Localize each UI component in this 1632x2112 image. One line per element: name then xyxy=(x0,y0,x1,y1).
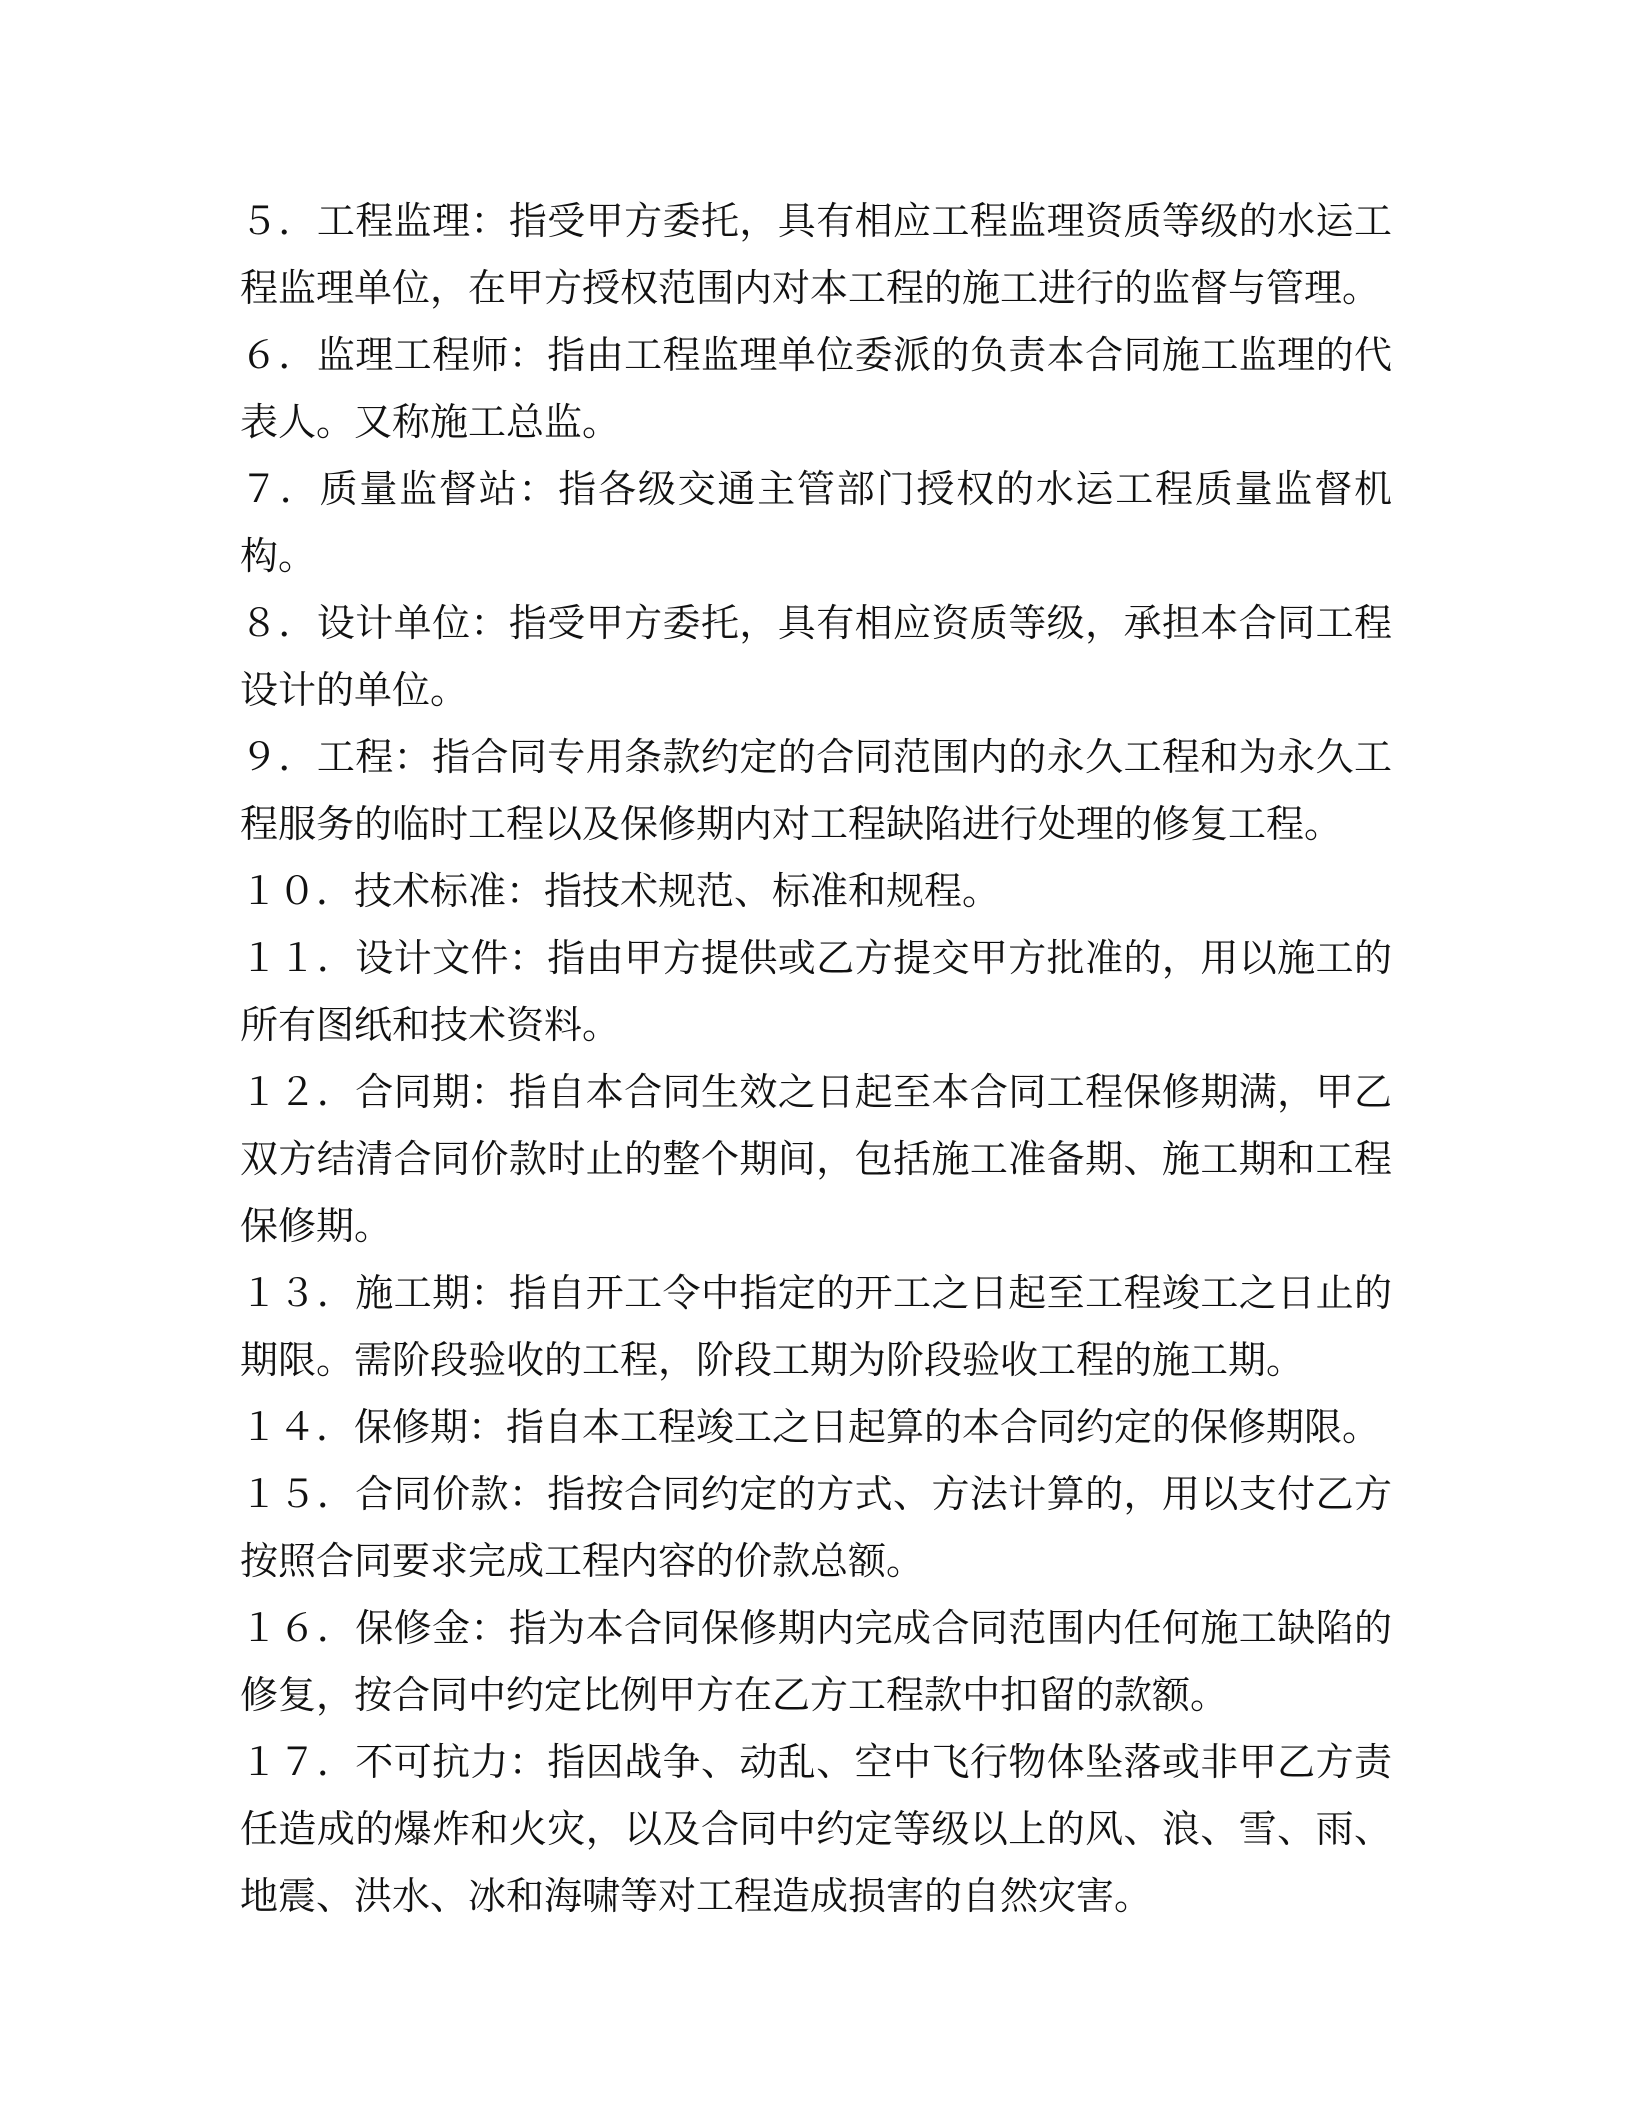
clause-5: ５．工程监理：指受甲方委托，具有相应工程监理资质等级的水运工程监理单位，在甲方授权范围内对本工程的施工进行的监督与管理。 xyxy=(240,199,1392,310)
clause-6: ６．监理工程师：指由工程监理单位委派的负责本合同施工监理的代表人。又称施工总监。 xyxy=(240,333,1392,444)
clause-11: １１．设计文件：指由甲方提供或乙方提交甲方批准的，用以施工的所有图纸和技术资料。 xyxy=(240,936,1392,1047)
clause-17: １７．不可抗力：指因战争、动乱、空中飞行物体坠落或非甲乙方责任造成的爆炸和火灾，以及合同中约定等级以上的风、浪、雪、雨、地震、洪水、冰和海啸等对工程造成损害的自然灾害。 xyxy=(240,1740,1392,1918)
clause-10: １０．技术标准：指技术规范、标准和规程。 xyxy=(240,869,1001,913)
clause-14: １４．保修期：指自本工程竣工之日起算的本合同约定的保修期限。 xyxy=(240,1405,1381,1449)
clause-15: １５．合同价款：指按合同约定的方式、方法计算的，用以支付乙方按照合同要求完成工程内容的价款总额。 xyxy=(240,1472,1392,1583)
clause-12: １２．合同期：指自本合同生效之日起至本合同工程保修期满，甲乙双方结清合同价款时止的整个期间，包括施工准备期、施工期和工程保修期。 xyxy=(240,1070,1392,1248)
clause-8: ８．设计单位：指受甲方委托，具有相应资质等级，承担本合同工程设计的单位。 xyxy=(240,601,1392,712)
document-body xyxy=(240,188,1392,1930)
clause-9: ９．工程：指合同专用条款约定的合同范围内的永久工程和为永久工程服务的临时工程以及保修期内对工程缺陷进行处理的修复工程。 xyxy=(240,735,1392,846)
clause-16: １６．保修金：指为本合同保修期内完成合同范围内任何施工缺陷的修复，按合同中约定比例甲方在乙方工程款中扣留的款额。 xyxy=(240,1606,1392,1717)
clause-7: ７．质量监督站：指各级交通主管部门授权的水运工程质量监督机构。 xyxy=(240,467,1392,578)
clause-13: １３．施工期：指自开工令中指定的开工之日起至工程竣工之日止的期限。需阶段验收的工程，阶段工期为阶段验收工程的施工期。 xyxy=(240,1271,1392,1382)
